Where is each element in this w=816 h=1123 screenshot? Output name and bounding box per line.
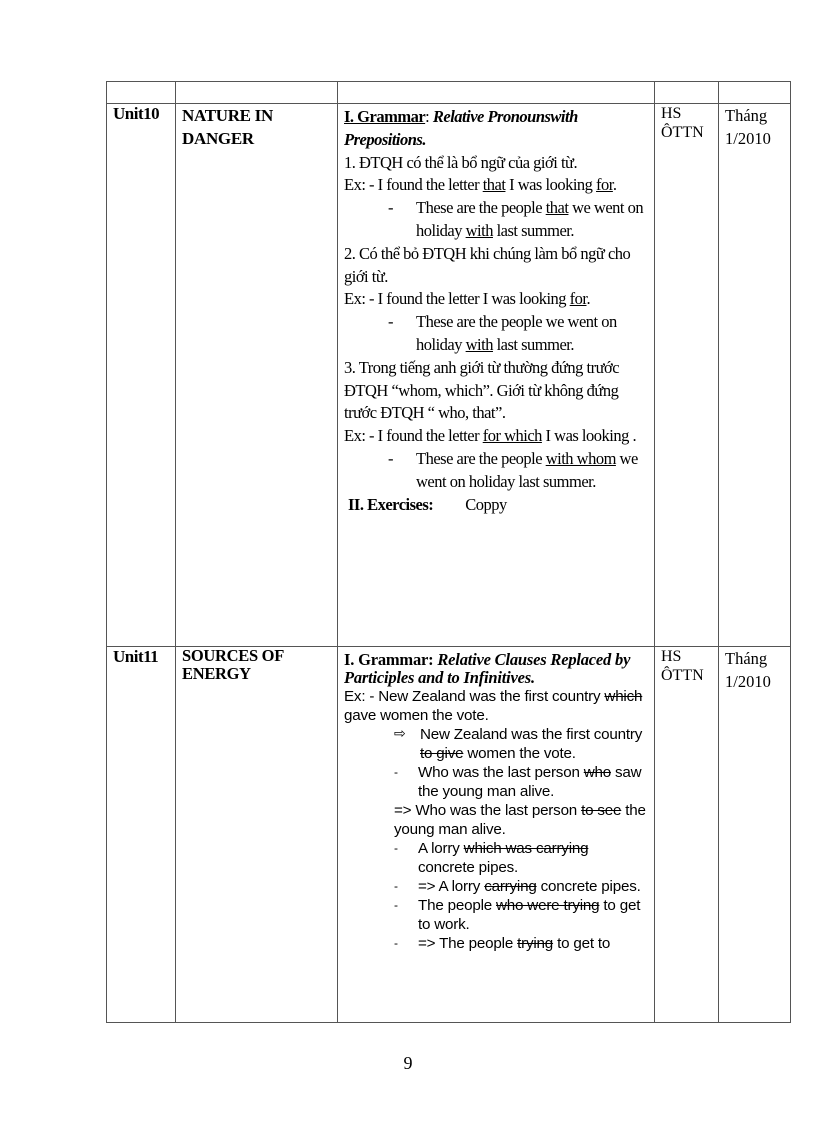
grammar-heading: I. Grammar: Relative Clauses Replaced by Participles and to Infinitives.: [344, 650, 631, 687]
month-cell: Tháng 1/2010: [719, 104, 791, 647]
example: - These are the people with whom we went on holiday last summer.: [388, 448, 638, 491]
example: Ex: - New Zealand was the first country which gave women the vote.: [344, 688, 643, 724]
table-row-unit11: [107, 647, 791, 1023]
exercises-line: II. Exercises: Coppy: [348, 494, 507, 514]
month-cell: Tháng 1/2010: [719, 647, 791, 1023]
rule-3: 3. Trong tiếng anh giới từ thường đứng trước ĐTQH “whom, which”. Giới từ không đứng trước ĐTQH “ who, that”.: [344, 357, 620, 423]
example: Ex: - I found the letter I was looking for.: [344, 289, 591, 309]
header-cell: [719, 82, 791, 104]
header-cell: [655, 82, 719, 104]
responsible-cell: HS ÔTTN: [655, 647, 719, 1023]
list-item: - Who was the last person who saw the young man alive.: [394, 764, 642, 800]
grammar-heading: I. Grammar: Relative Pronounswith Prepositions.: [344, 107, 578, 149]
example: - These are the people that we went on holiday with last summer.: [388, 198, 644, 240]
unit-label: Unit11: [107, 647, 176, 1023]
list-item: - => A lorry carrying concrete pipes.: [394, 878, 641, 895]
unit-title: NATURE IN DANGER: [176, 104, 338, 647]
example: - These are the people we went on holiday with last summer.: [388, 312, 617, 354]
rule-2: 2. Có thể bỏ ĐTQH khi chúng làm bổ ngữ cho giới từ.: [344, 243, 631, 286]
responsible-cell: HS ÔTTN: [655, 104, 719, 647]
unit-label: Unit10: [107, 104, 176, 647]
arrow-icon: ⇨: [394, 725, 406, 741]
header-cell: [338, 82, 655, 104]
unit-content: [338, 647, 655, 1023]
rule-1: 1. ĐTQH có thể là bổ ngữ của giới từ.: [344, 152, 578, 172]
unit-title: SOURCES OF ENERGY: [176, 647, 338, 1023]
list-item: - => The people trying to get to: [394, 935, 611, 952]
header-cell: [176, 82, 338, 104]
curriculum-table: [106, 81, 791, 1023]
header-cell: [107, 82, 176, 104]
example: => Who was the last person to see the young man alive.: [394, 802, 646, 838]
example: ⇨ New Zealand was the first country to give women the vote.: [394, 725, 643, 762]
list-item: - A lorry which was carrying concrete pipes.: [394, 840, 589, 876]
page-number: 9: [403, 1053, 413, 1073]
example: Ex: - I found the letter for which I was looking .: [344, 426, 637, 446]
list-item: - The people who were trying to get to work.: [394, 897, 641, 933]
example: Ex: - I found the letter that I was looking for.: [344, 175, 617, 195]
header-row: [107, 82, 791, 104]
unit-content: [338, 104, 655, 647]
table-row-unit10: [107, 104, 791, 647]
